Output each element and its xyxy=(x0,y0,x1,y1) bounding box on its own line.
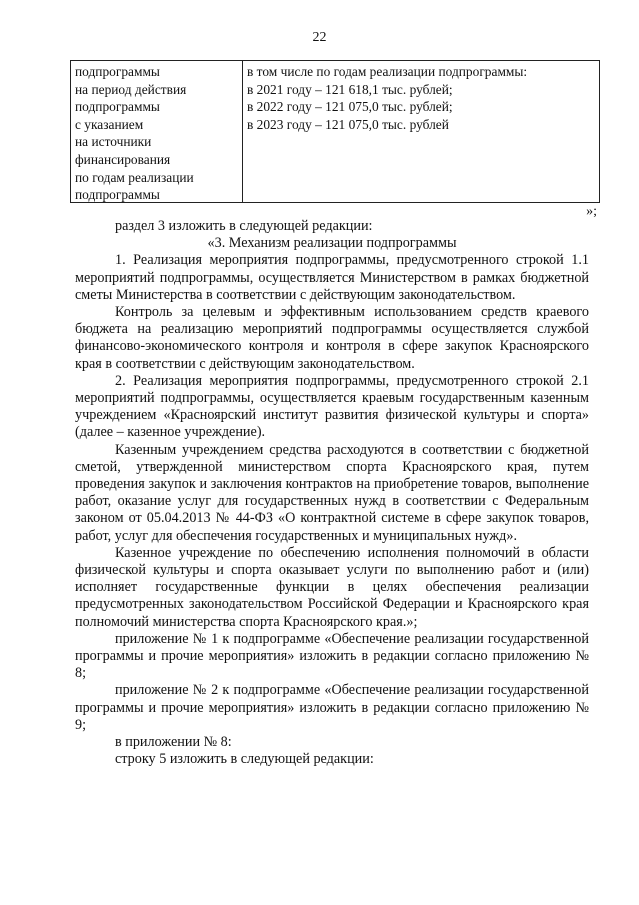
table-left-line: по годам реализации xyxy=(75,169,194,185)
financing-table xyxy=(70,60,600,203)
paragraph: 2. Реализация мероприятия подпрограммы, предусмотренного строкой 2.1 мероприятий подпрограммы, осуществляется краевым государственным казенным учреждением «Красноярский институт развития физической культуры и спорта» (далее – казенное учреждение). xyxy=(75,372,589,441)
table-left-line: подпрограммы xyxy=(75,64,160,79)
paragraph: приложение № 1 к подпрограмме «Обеспечение реализации государственной программы и прочие мероприятия» изложить в редакции согласно приложению № 8; xyxy=(75,630,589,682)
table-left-line: на источники xyxy=(75,134,152,150)
table-right-line: в 2021 году – 121 618,1 тыс. рублей; xyxy=(247,81,453,97)
paragraph: 1. Реализация мероприятия подпрограммы, предусмотренного строкой 1.1 мероприятий подпрограммы, осуществляется Министерством в рамках бюджетной сметы Министерства в соответствии с действующим законодательством. xyxy=(75,252,589,303)
document-body xyxy=(75,218,589,769)
paragraph: строку 5 изложить в следующей редакции: xyxy=(115,751,374,768)
paragraph: Казенное учреждение по обеспечению исполнения полномочий в области физической культуры и спорта оказывает услуги по выполнению работ и (или) исполняет государственные функции в целях обеспечения реализации предусмотренных законодательством Российской Федерации и Красноярского края полномочий министерства спорта Красноярского края.»; xyxy=(75,544,589,630)
table-right-cell xyxy=(243,61,599,202)
table-left-line: финансирования xyxy=(75,151,171,167)
section-heading: «3. Механизм реализации подпрограммы xyxy=(207,235,457,252)
page-number: 22 xyxy=(312,30,327,45)
paragraph: приложение № 2 к подпрограмме «Обеспечение реализации государственной программы и прочие мероприятия» изложить в редакции согласно приложению № 9; xyxy=(75,682,589,733)
table-left-cell xyxy=(71,61,243,202)
table-right-line: в том числе по годам реализации подпрограммы: xyxy=(247,64,528,79)
table-right-line: в 2022 году – 121 075,0 тыс. рублей; xyxy=(247,99,453,115)
table-left-line: на период действия xyxy=(75,81,187,97)
table-right-line: в 2023 году – 121 075,0 тыс. рублей xyxy=(247,116,449,132)
paragraph: раздел 3 изложить в следующей редакции: xyxy=(115,218,373,234)
table-left-line: подпрограммы xyxy=(75,99,160,115)
table-left-line: с указанием xyxy=(75,116,144,132)
paragraph: в приложении № 8: xyxy=(115,734,232,751)
paragraph: Контроль за целевым и эффективным использованием средств краевого бюджета на реализацию мероприятий подпрограммы осуществляется службой финансово-экономического контроля и контроля в сфере закупок Красноярского края в соответствии с действующим законодательством. xyxy=(75,304,589,372)
paragraph: Казенным учреждением средства расходуются в соответствии с бюджетной сметой, утвержденной министерством спорта Красноярского края, путем проведения закупок и заключения контрактов на приобретение товаров, выполнение работ, оказание услуг для государственных нужд в соответствии с Федеральным законом от 05.04.2013 № 44-ФЗ «О контрактной системе в сфере закупок товаров, работ, услуг для обеспечения государственных и муниципальных нужд». xyxy=(75,441,589,544)
table-left-line: подпрограммы xyxy=(75,187,160,203)
closing-quote: »; xyxy=(586,204,597,219)
